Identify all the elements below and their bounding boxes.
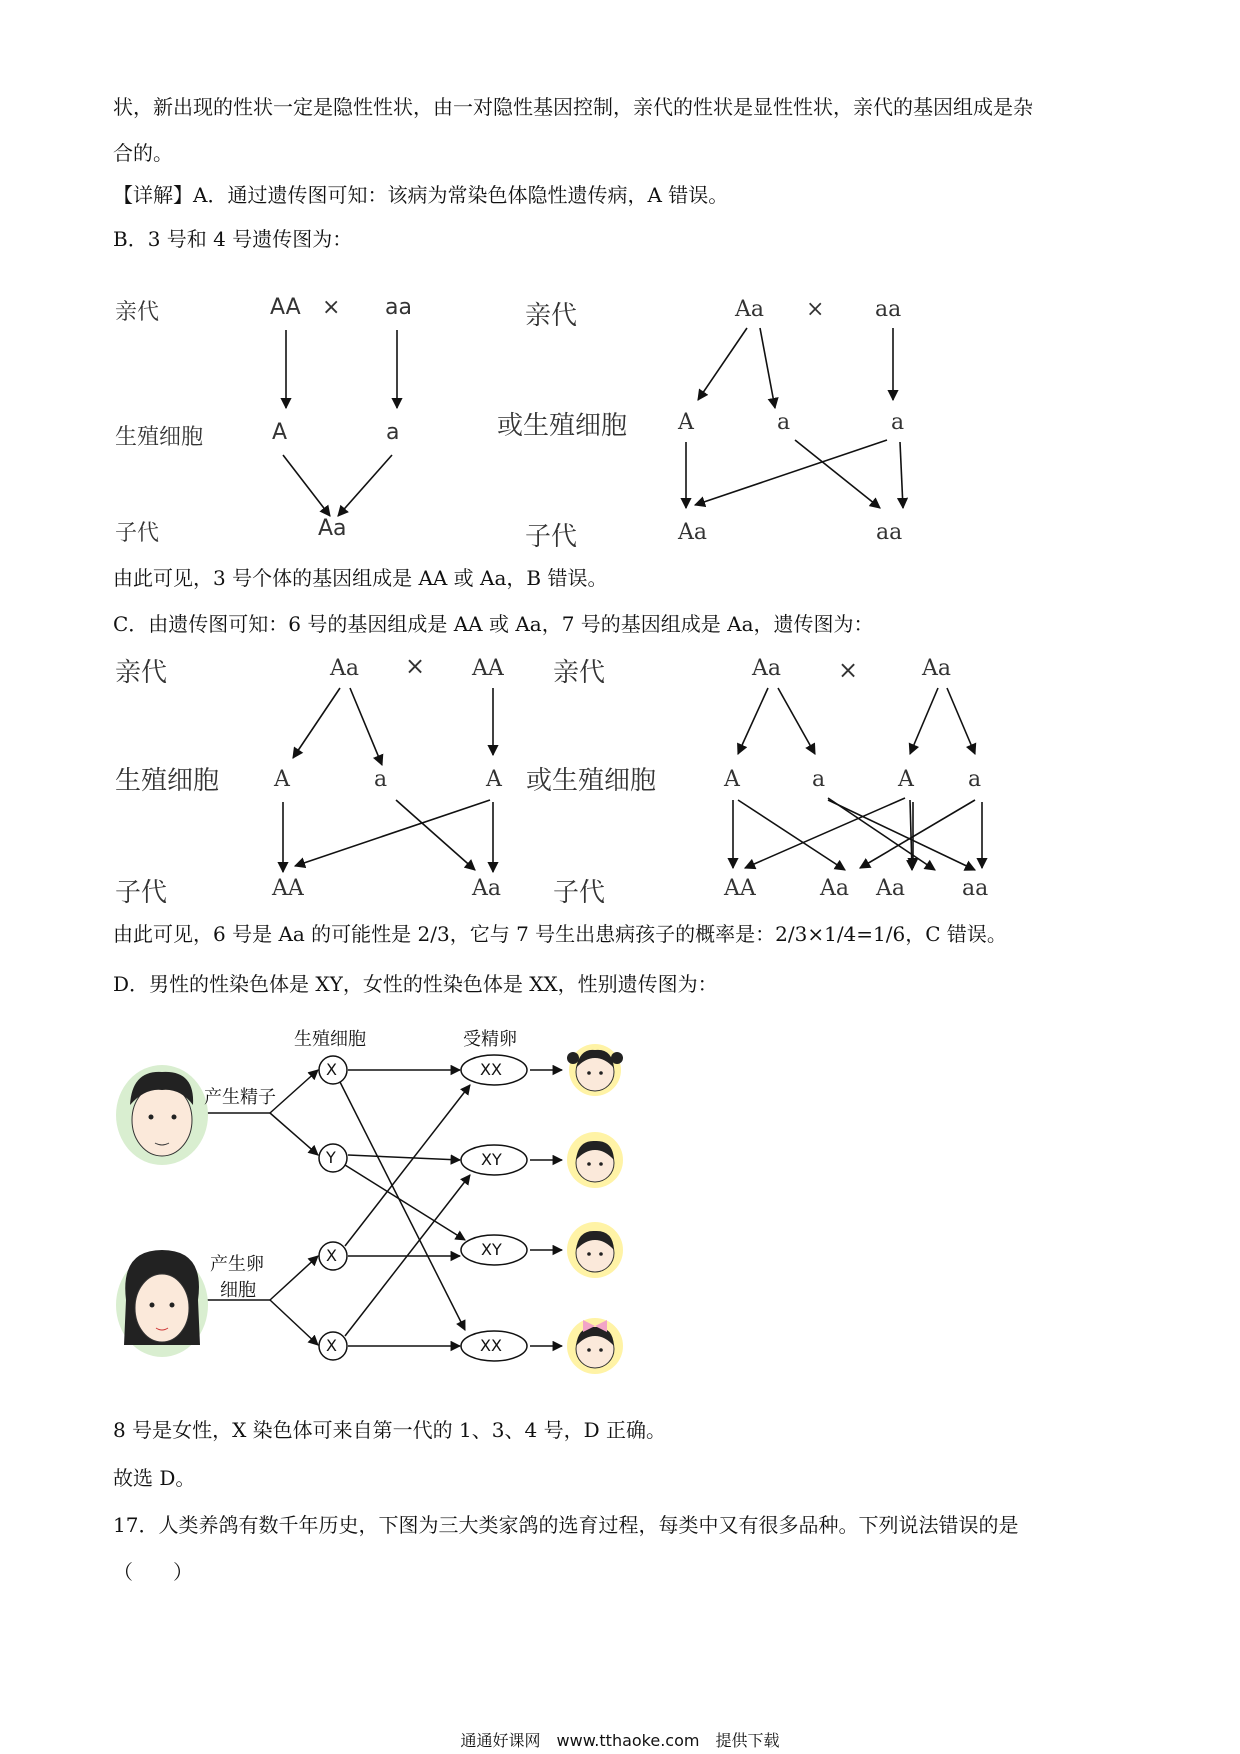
father-face-icon [116,1065,208,1165]
text-line-7: 由此可见，6 号是 Aa 的可能性是 2/3，它与 7 号生出患病孩子的概率是：2/3×1/4=1/6，C 错误。 [113,922,1007,946]
diagC2-parent-2: Aa [922,656,952,681]
text-line-11: 17．人类养鸽有数千年历史，下图为三大类家鸽的选育过程，每类中又有很多品种。下列说法错误的是 [113,1513,1019,1537]
diagB2-gamete-label: 或生殖细胞 [497,411,628,441]
mother-face-icon [116,1250,208,1357]
diagB1-parent-1: AA [270,295,301,320]
diagB2-child-label: 子代 [525,522,578,552]
text-line-2: 合的。 [113,141,173,165]
diagC2-child-3: Aa [876,876,906,901]
diagD-female-label-1: 产生卵 [210,1254,264,1275]
diagD-female-label-2: 细胞 [220,1280,256,1301]
diagC1-parent-1: Aa [330,656,360,681]
text-line-8: D．男性的性染色体是 XY，女性的性染色体是 XX，性别遗传图为： [113,972,718,996]
diagC2-child-1: AA [724,876,756,901]
diagC2-child-2: Aa [820,876,850,901]
diagC2-parent-label: 亲代 [553,658,606,688]
text-line-6: C．由遗传图可知：6 号的基因组成是 AA 或 Aa，7 号的基因组成是 Aa，遗传图为： [113,612,874,636]
diagC1-parent-2: AA [472,656,504,681]
boy-face-icon-2 [567,1222,623,1278]
diagB2-child-2: aa [876,520,903,545]
diagB1-gamete-1: A [272,420,288,445]
diagD-sperm-y: Y [326,1148,336,1167]
diagC1-child-1: AA [272,876,304,901]
diagB1-parent-label: 亲代 [115,300,160,325]
text-line-10: 故选 D。 [113,1466,196,1490]
diagC2-gamete-1: A [724,767,740,792]
page-footer[interactable]: 通通好课网 www.tthaoke.com 提供下载 [460,1731,780,1750]
diagD-zygote-4: XX [480,1336,502,1355]
diagD-egg-x-1: X [326,1246,337,1265]
diagC1-child-2: Aa [472,876,502,901]
diagD-zygote-3: XY [481,1240,502,1259]
diagC1-parent-label: 亲代 [115,658,168,688]
diagC2-child-4: aa [962,876,989,901]
diagC2-cross: × [838,656,859,684]
diagB1-cross: × [322,295,341,320]
diagC1-gamete-3: A [486,767,502,792]
diagC1-cross: × [405,652,426,680]
diagC2-gamete-3: A [898,767,914,792]
diagD-zygote-2: XY [481,1150,502,1169]
diagC2-parent-1: Aa [752,656,782,681]
diagD-male-label: 产生精子 [204,1087,276,1108]
diagC1-gamete-1: A [274,767,290,792]
diagC1-gamete-label: 生殖细胞 [115,766,220,796]
diagB1-child-1: Aa [318,516,347,541]
diagD-egg-x-2: X [326,1336,337,1355]
text-line-3: 【详解】A．通过遗传图可知：该病为常染色体隐性遗传病，A 错误。 [113,183,729,207]
text-line-4: B．3 号和 4 号遗传图为： [113,227,353,251]
text-line-5: 由此可见，3 号个体的基因组成是 AA 或 Aa，B 错误。 [113,566,608,590]
girl-face-icon-1 [567,1044,623,1096]
diagB2-cross: × [806,297,825,322]
diagB2-parent-2: aa [875,297,902,322]
diagD-zygote-header: 受精卵 [463,1029,517,1050]
text-line-9: 8 号是女性，X 染色体可来自第一代的 1、3、4 号，D 正确。 [113,1418,666,1442]
diagC1-gamete-2: a [374,767,388,792]
diagD-sperm-x: X [326,1060,337,1079]
diagB2-gamete-3: a [891,410,905,435]
diagB1-gamete-label: 生殖细胞 [115,425,204,450]
diagC1-child-label: 子代 [115,878,168,908]
diagC2-child-label: 子代 [553,878,606,908]
diagB2-gamete-2: a [777,410,791,435]
diagC2-gamete-label: 或生殖细胞 [526,766,657,796]
diagB1-child-label: 子代 [115,521,160,546]
diagB1-parent-2: aa [385,295,412,320]
diagD-gamete-header: 生殖细胞 [294,1029,366,1050]
diagC2-gamete-2: a [812,767,826,792]
boy-face-icon-1 [567,1132,623,1188]
diagC2-gamete-4: a [968,767,982,792]
text-line-1: 状，新出现的性状一定是隐性性状，由一对隐性基因控制，亲代的性状是显性性状，亲代的基因组成是杂 [113,95,1033,119]
text-line-12: （ ） [113,1560,193,1584]
diagB2-gamete-1: A [678,410,694,435]
diagB2-parent-label: 亲代 [525,301,578,331]
diagB2-parent-1: Aa [735,297,765,322]
diagD-zygote-1: XX [480,1060,502,1079]
girl-face-icon-2 [567,1318,623,1374]
diagB2-child-1: Aa [678,520,708,545]
diagB1-gamete-2: a [386,420,400,445]
